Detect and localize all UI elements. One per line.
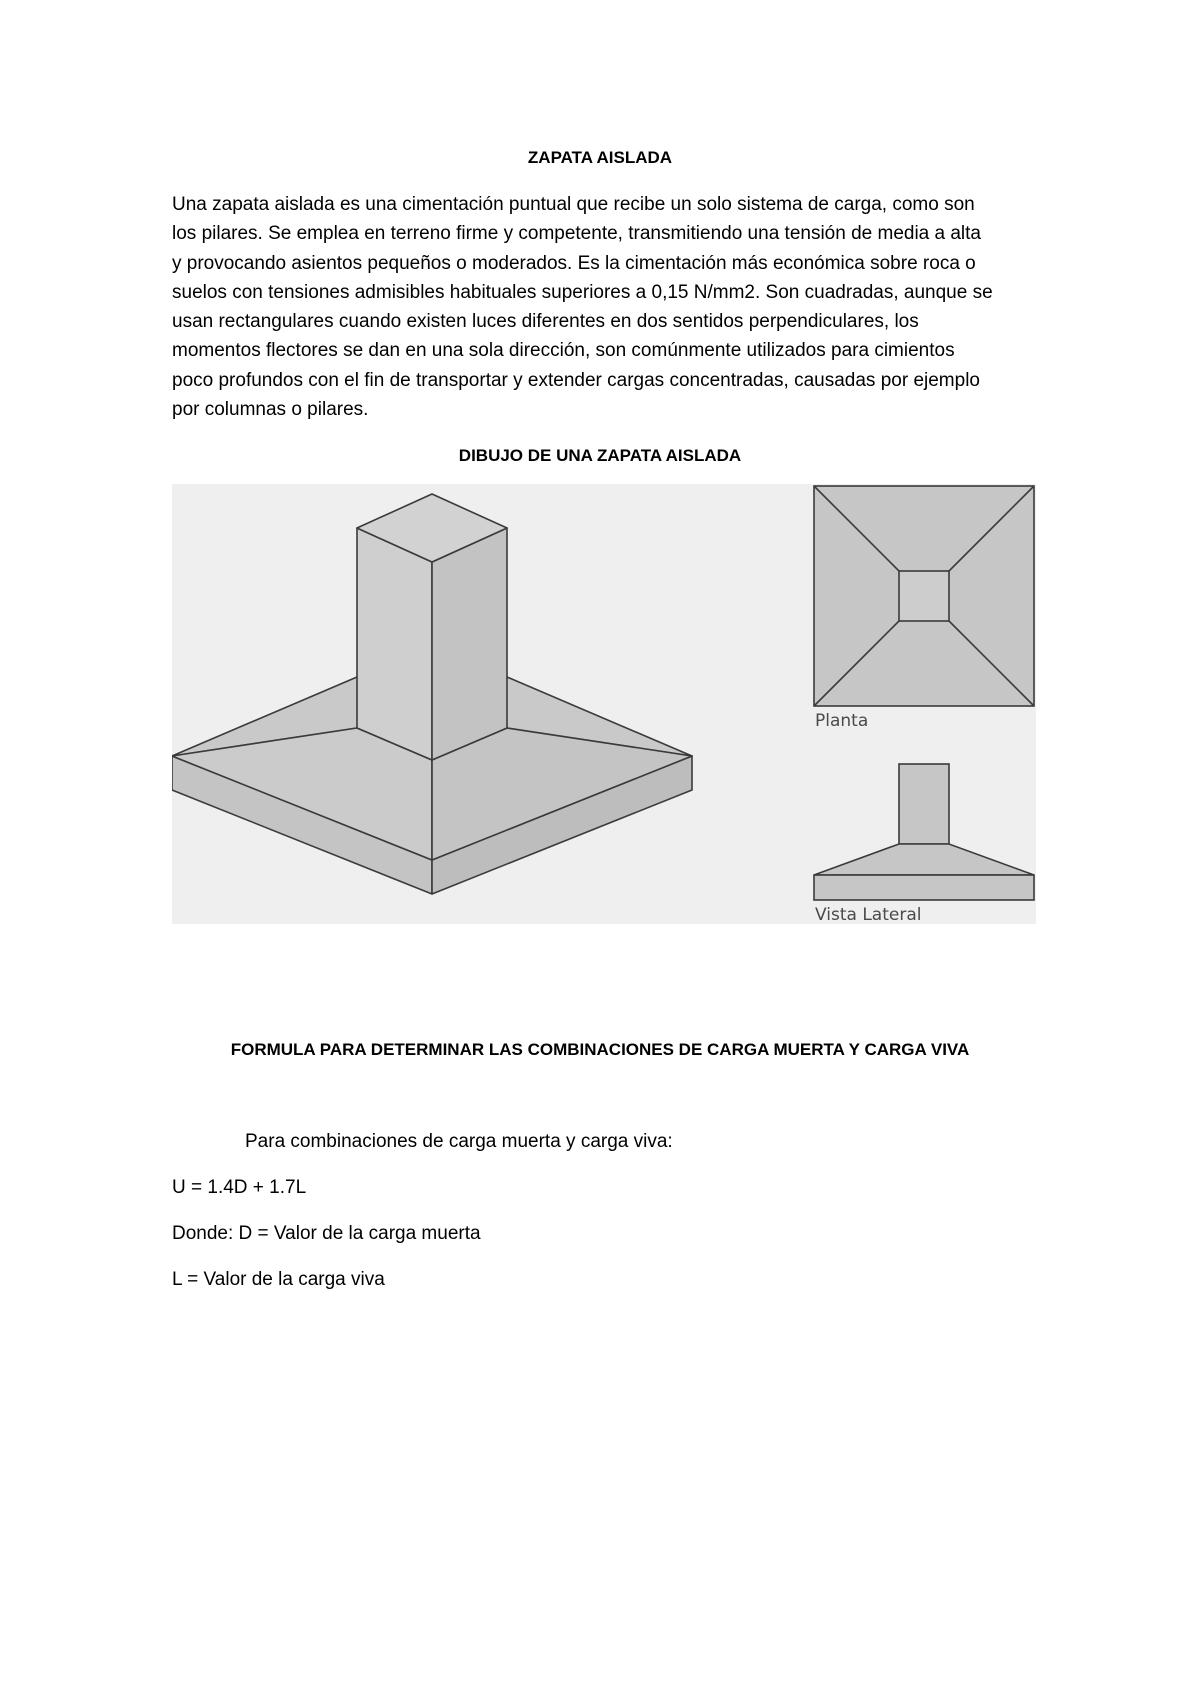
intro-line: y provocando asientos pequeños o moderados. Es la cimentación más económica sobre roca o: [172, 252, 976, 274]
intro-line: poco profundos con el fin de transportar y extender cargas concentradas, causadas por ejemplo: [172, 369, 980, 391]
footing-drawing-svg: [172, 484, 1036, 924]
formula-heading: FORMULA PARA DETERMINAR LAS COMBINACIONES DE CARGA MUERTA Y CARGA VIVA: [230, 1040, 970, 1059]
intro-line: suelos con tensiones admisibles habituales superiores a 0,15 N/mm2. Son cuadradas, aunque se: [172, 281, 993, 303]
side-view-label: Vista Lateral: [815, 905, 922, 924]
intro-line: momentos flectores se dan en una sola dirección, son comúnmente utilizados para cimientos: [172, 340, 955, 362]
formula-intro: Para combinaciones de carga muerta y carga viva:: [245, 1131, 673, 1152]
intro-line: Una zapata aislada es una cimentación puntual que recibe un solo sistema de carga, como son: [172, 194, 975, 215]
intro-line: usan rectangulares cuando existen luces diferentes en dos sentidos perpendiculares, los: [172, 311, 919, 333]
intro-paragraph: [172, 190, 1052, 424]
side-slab: [814, 875, 1034, 900]
definition-dead-load: Donde: D = Valor de la carga muerta: [172, 1223, 481, 1244]
intro-line: por columnas o pilares.: [172, 399, 369, 421]
side-column: [899, 764, 949, 844]
column-left-face: [357, 528, 432, 760]
page-title: ZAPATA AISLADA: [527, 148, 673, 167]
definition-live-load: L = Valor de la carga viva: [172, 1269, 385, 1290]
footing-drawing: [172, 484, 1036, 924]
figure-heading: DIBUJO DE UNA ZAPATA AISLADA: [458, 446, 742, 465]
plan-view: [814, 486, 1034, 706]
intro-line: los pilares. Se emplea en terreno firme y competente, transmitiendo una tensión de media a alta: [172, 223, 982, 245]
column-right-face: [432, 528, 507, 760]
formula: U = 1.4D + 1.7L: [172, 1177, 307, 1198]
plan-column-square: [899, 571, 949, 621]
plan-label: Planta: [815, 711, 869, 731]
